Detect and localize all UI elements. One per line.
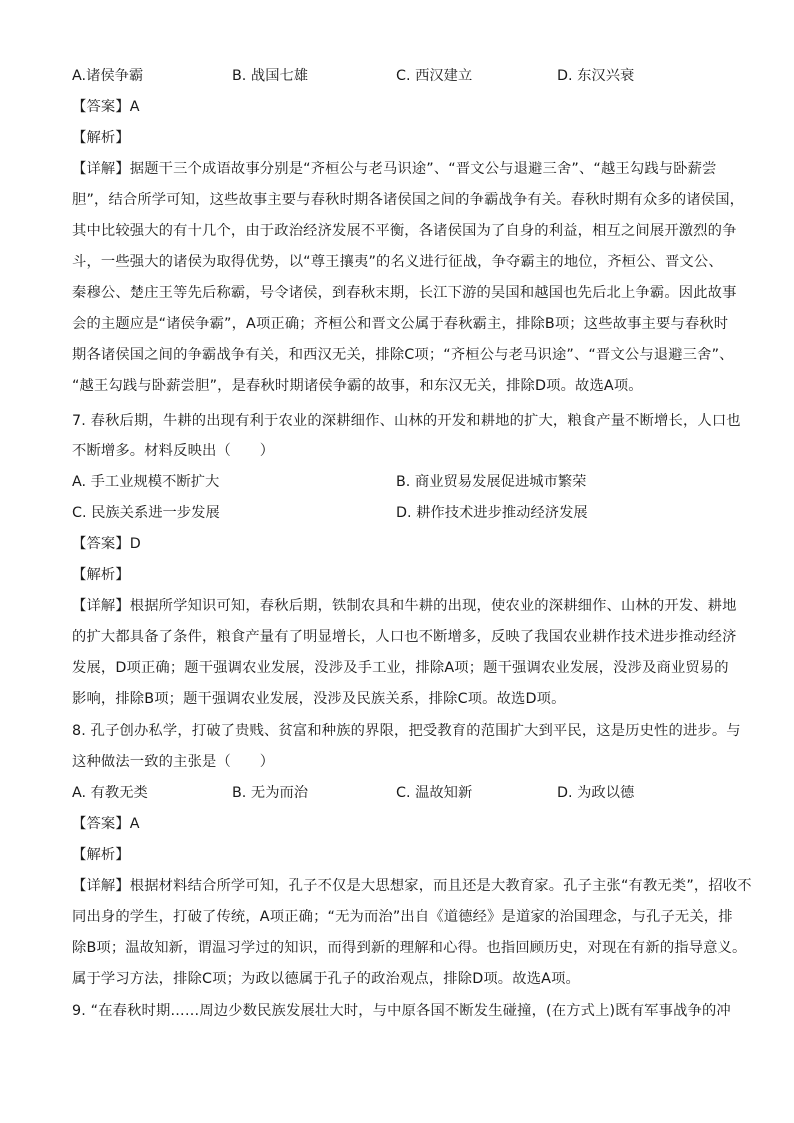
q7-option-d: D. 耕作技术进步推动经济发展 <box>396 505 588 521</box>
q8-stem-line: 这种做法一致的主张是（ ） <box>72 754 275 770</box>
q8-detail-line: 同出身的学生，打破了传统，A项正确；“无为而治”出自《道德经》是道家的治国理念，与孔子无关，排 <box>72 909 733 925</box>
q8-detail-line: 属于学习方法，排除C项；为政以德属于孔子的政治观点，排除D项。故选A项。 <box>72 971 580 987</box>
q8-option-b: B. 无为而治 <box>232 785 309 801</box>
q7-detail-line: 影响，排除B项；题干强调农业发展，没涉及民族关系，排除C项。故选D项。 <box>72 691 566 707</box>
q6-detail-line: 期各诸侯国之间的争霸战争有关，和西汉无关，排除C项；“齐桓公与老马识途”、“晋文公与退避三舍”、 <box>72 347 734 363</box>
q6-option-a: A.诸侯争霸 <box>72 68 144 84</box>
q7-stem-line: 不断增多。材料反映出（ ） <box>72 443 275 459</box>
q9-stem-line: 9. “在春秋时期……周边少数民族发展壮大时，与中原各国不断发生碰撞，(在方式上)既有军事战争的冲 <box>72 1003 731 1019</box>
q7-analysis-heading: 【解析】 <box>72 567 130 583</box>
q8-detail-line: 【详解】根据材料结合所学可知，孔子不仅是大思想家，而且还是大教育家。孔子主张“有教无类”，招收不 <box>72 878 752 894</box>
q7-detail-line: 【详解】根据所学知识可知，春秋后期，铁制农具和牛耕的出现，使农业的深耕细作、山林的开发、耕地 <box>72 598 737 614</box>
q6-detail-line: 其中比较强大的有十几个，由于政治经济发展不平衡，各诸侯国为了自身的利益，相互之间展开激烈的争 <box>72 223 737 239</box>
q8-option-d: D. 为政以德 <box>557 785 635 801</box>
q6-detail-line: 胆”，结合所学可知，这些故事主要与春秋时期各诸侯国之间的争霸战争有关。春秋时期有众多的诸侯国， <box>72 192 745 208</box>
q7-option-b: B. 商业贸易发展促进城市繁荣 <box>396 474 587 490</box>
q7-detail-line: 发展，D项正确；题干强调农业发展，没涉及手工业，排除A项；题干强调农业发展，没涉及商业贸易的 <box>72 660 729 676</box>
q7-stem-line: 7. 春秋后期，牛耕的出现有利于农业的深耕细作、山林的开发和耕地的扩大，粮食产量不断增长，人口也 <box>72 413 741 429</box>
q6-answer: 【答案】A <box>72 99 140 115</box>
q6-option-b: B. 战国七雄 <box>232 68 309 84</box>
q8-stem-line: 8. 孔子创办私学，打破了贵贱、贫富和种族的界限，把受教育的范围扩大到平民，这是历史性的进步。与 <box>72 723 741 739</box>
q7-option-c: C. 民族关系进一步发展 <box>72 505 220 521</box>
q6-detail-line: 【详解】据题干三个成语故事分别是“齐桓公与老马识途”、“晋文公与退避三舍”、“越王勾践与卧薪尝 <box>72 161 717 177</box>
q8-answer: 【答案】A <box>72 816 140 832</box>
q6-option-c: C. 西汉建立 <box>396 68 473 84</box>
q6-detail-line: 会的主题应是“诸侯争霸”，A项正确；齐桓公和晋文公属于春秋霸主，排除B项；这些故事主要与春秋时 <box>72 316 729 332</box>
q8-analysis-heading: 【解析】 <box>72 847 130 863</box>
q6-detail-line: “越王勾践与卧薪尝胆”，是春秋时期诸侯争霸的故事，和东汉无关，排除D项。故选A项。 <box>72 378 643 394</box>
q6-detail-line: 秦穆公、楚庄王等先后称霸，号令诸侯，到春秋末期，长江下游的吴国和越国也先后北上争霸。因此故事 <box>72 285 737 301</box>
q7-option-a: A. 手工业规模不断扩大 <box>72 474 220 490</box>
q6-detail-line: 斗，一些强大的诸侯为取得优势，以“尊王攘夷”的名义进行征战，争夺霸主的地位，齐桓公、晋文公、 <box>72 254 723 270</box>
q8-option-a: A. 有教无类 <box>72 785 148 801</box>
q6-analysis-heading: 【解析】 <box>72 130 130 146</box>
q7-answer: 【答案】D <box>72 536 141 552</box>
q7-detail-line: 的扩大都具备了条件，粮食产量有了明显增长，人口也不断增多，反映了我国农业耕作技术进步推动经济 <box>72 629 737 645</box>
q8-detail-line: 除B项；温故知新，谓温习学过的知识，而得到新的理解和心得。也指回顾历史，对现在有新的指导意义。 <box>72 940 747 956</box>
q8-option-c: C. 温故知新 <box>396 785 473 801</box>
q6-option-d: D. 东汉兴衰 <box>557 68 635 84</box>
